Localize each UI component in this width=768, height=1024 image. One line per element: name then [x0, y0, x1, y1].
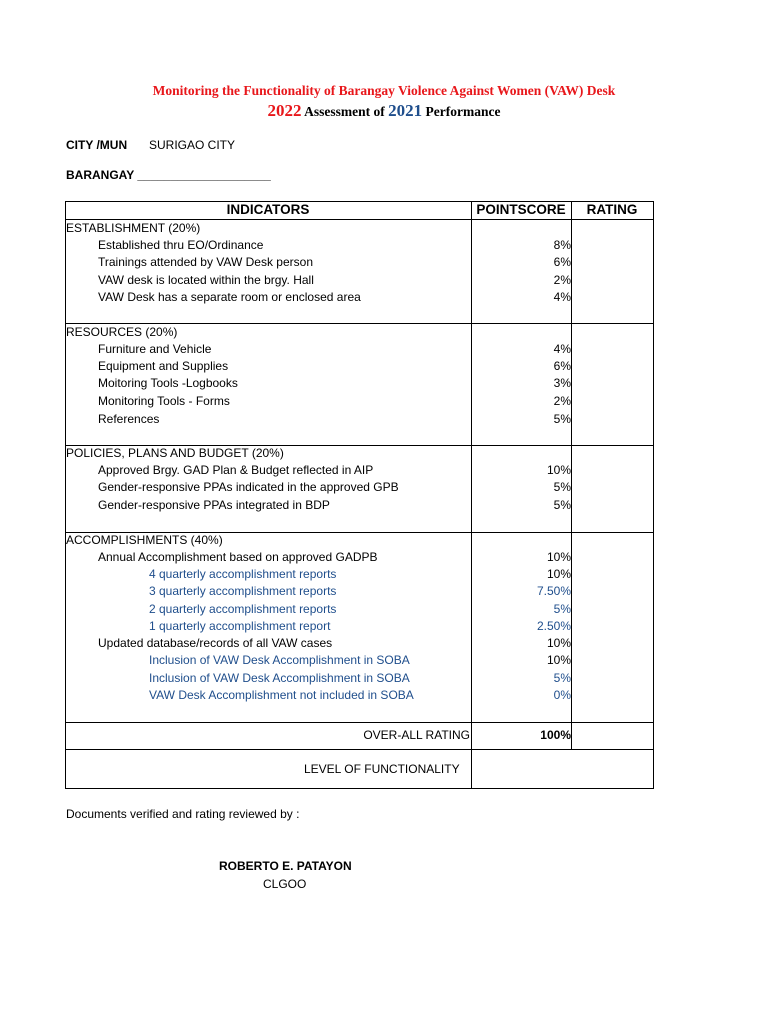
indicator-score: 3%: [553, 376, 571, 390]
indicator-score: 10%: [546, 463, 571, 477]
indicator-score: 5%: [553, 498, 571, 512]
sub-indicator-label: 4 quarterly accomplishment reports: [149, 567, 337, 581]
indicator-label: Equipment and Supplies: [98, 359, 229, 373]
indicator-score: 10%: [546, 567, 571, 581]
indicator-label: VAW Desk has a separate room or enclosed area: [98, 290, 361, 304]
indicator-label: Monitoring Tools - Forms: [98, 394, 230, 408]
indicator-score: 10%: [546, 636, 571, 650]
indicator-score: 0%: [553, 688, 571, 702]
city-value: SURIGAO CITY: [149, 138, 236, 152]
level-of-functionality-label: LEVEL OF FUNCTIONALITY: [304, 762, 460, 776]
indicator-label: References: [98, 412, 160, 426]
sub-indicator-label: 2 quarterly accomplishment reports: [149, 602, 337, 616]
rating-header: RATING: [586, 202, 638, 217]
indicator-score: 10%: [546, 550, 571, 564]
city-label: CITY /MUN: [66, 138, 128, 152]
indicator-label: Trainings attended by VAW Desk person: [98, 255, 313, 269]
indicator-label: Established thru EO/Ordinance: [98, 238, 264, 252]
subtitle-middle: Assessment of: [301, 104, 389, 119]
signatory-name: ROBERTO E. PATAYON: [219, 859, 352, 873]
indicator-score: 8%: [553, 238, 571, 252]
indicator-score: 10%: [546, 653, 571, 667]
barangay-label: BARANGAY ____________________: [66, 168, 271, 182]
assessment-table: [65, 201, 654, 789]
section-resources: RESOURCES (20%): [66, 325, 178, 339]
overall-rating-label: OVER-ALL RATING: [363, 728, 470, 742]
sub-indicator-label: 3 quarterly accomplishment reports: [149, 584, 337, 598]
indicator-score: 6%: [553, 255, 571, 269]
indicator-score: 2%: [553, 273, 571, 287]
indicator-score: 5%: [553, 671, 571, 685]
verification-note: Documents verified and rating reviewed by :: [66, 807, 300, 821]
indicator-score: 5%: [553, 412, 571, 426]
pointscore-header: POINTSCORE: [476, 202, 566, 217]
sub-indicator-label: Inclusion of VAW Desk Accomplishment in SOBA: [149, 653, 410, 667]
signatory-title: CLGOO: [263, 877, 307, 891]
indicator-score: 2%: [553, 394, 571, 408]
indicator-label: VAW desk is located within the brgy. Hall: [98, 273, 314, 287]
sub-indicator-label: Inclusion of VAW Desk Accomplishment in SOBA: [149, 671, 410, 685]
overall-rating-score: 100%: [540, 728, 571, 742]
indicator-score: 6%: [553, 359, 571, 373]
section-policies: POLICIES, PLANS AND BUDGET (20%): [66, 446, 284, 460]
section-establishment: ESTABLISHMENT (20%): [66, 221, 201, 235]
document-title: Monitoring the Functionality of Barangay Violence Against Women (VAW) Desk: [152, 83, 616, 98]
document-subtitle: [0, 101, 768, 121]
indicator-label: Updated database/records of all VAW cases: [98, 636, 333, 650]
subtitle-end: Performance: [422, 104, 501, 119]
indicators-header: INDICATORS: [226, 202, 310, 217]
assessment-year: 2022: [267, 101, 302, 120]
indicator-label: Gender-responsive PPAs indicated in the approved GPB: [98, 480, 399, 494]
sub-indicator-label: VAW Desk Accomplishment not included in SOBA: [149, 688, 414, 702]
indicator-label: Annual Accomplishment based on approved GADPB: [98, 550, 378, 564]
sub-indicator-label: 1 quarterly accomplishment report: [149, 619, 331, 633]
indicator-score: 4%: [553, 290, 571, 304]
indicator-label: Gender-responsive PPAs integrated in BDP: [98, 498, 330, 512]
indicator-label: Approved Brgy. GAD Plan & Budget reflected in AIP: [98, 463, 374, 477]
section-accomplishments: ACCOMPLISHMENTS (40%): [66, 533, 223, 547]
indicator-score: 4%: [553, 342, 571, 356]
indicator-score: 2.50%: [536, 619, 571, 633]
indicator-score: 5%: [553, 602, 571, 616]
indicator-label: Moitoring Tools -Logbooks: [98, 376, 238, 390]
indicator-score: 7.50%: [536, 584, 571, 598]
indicator-label: Furniture and Vehicle: [98, 342, 212, 356]
indicator-score: 5%: [553, 480, 571, 494]
performance-year: 2021: [388, 101, 423, 120]
